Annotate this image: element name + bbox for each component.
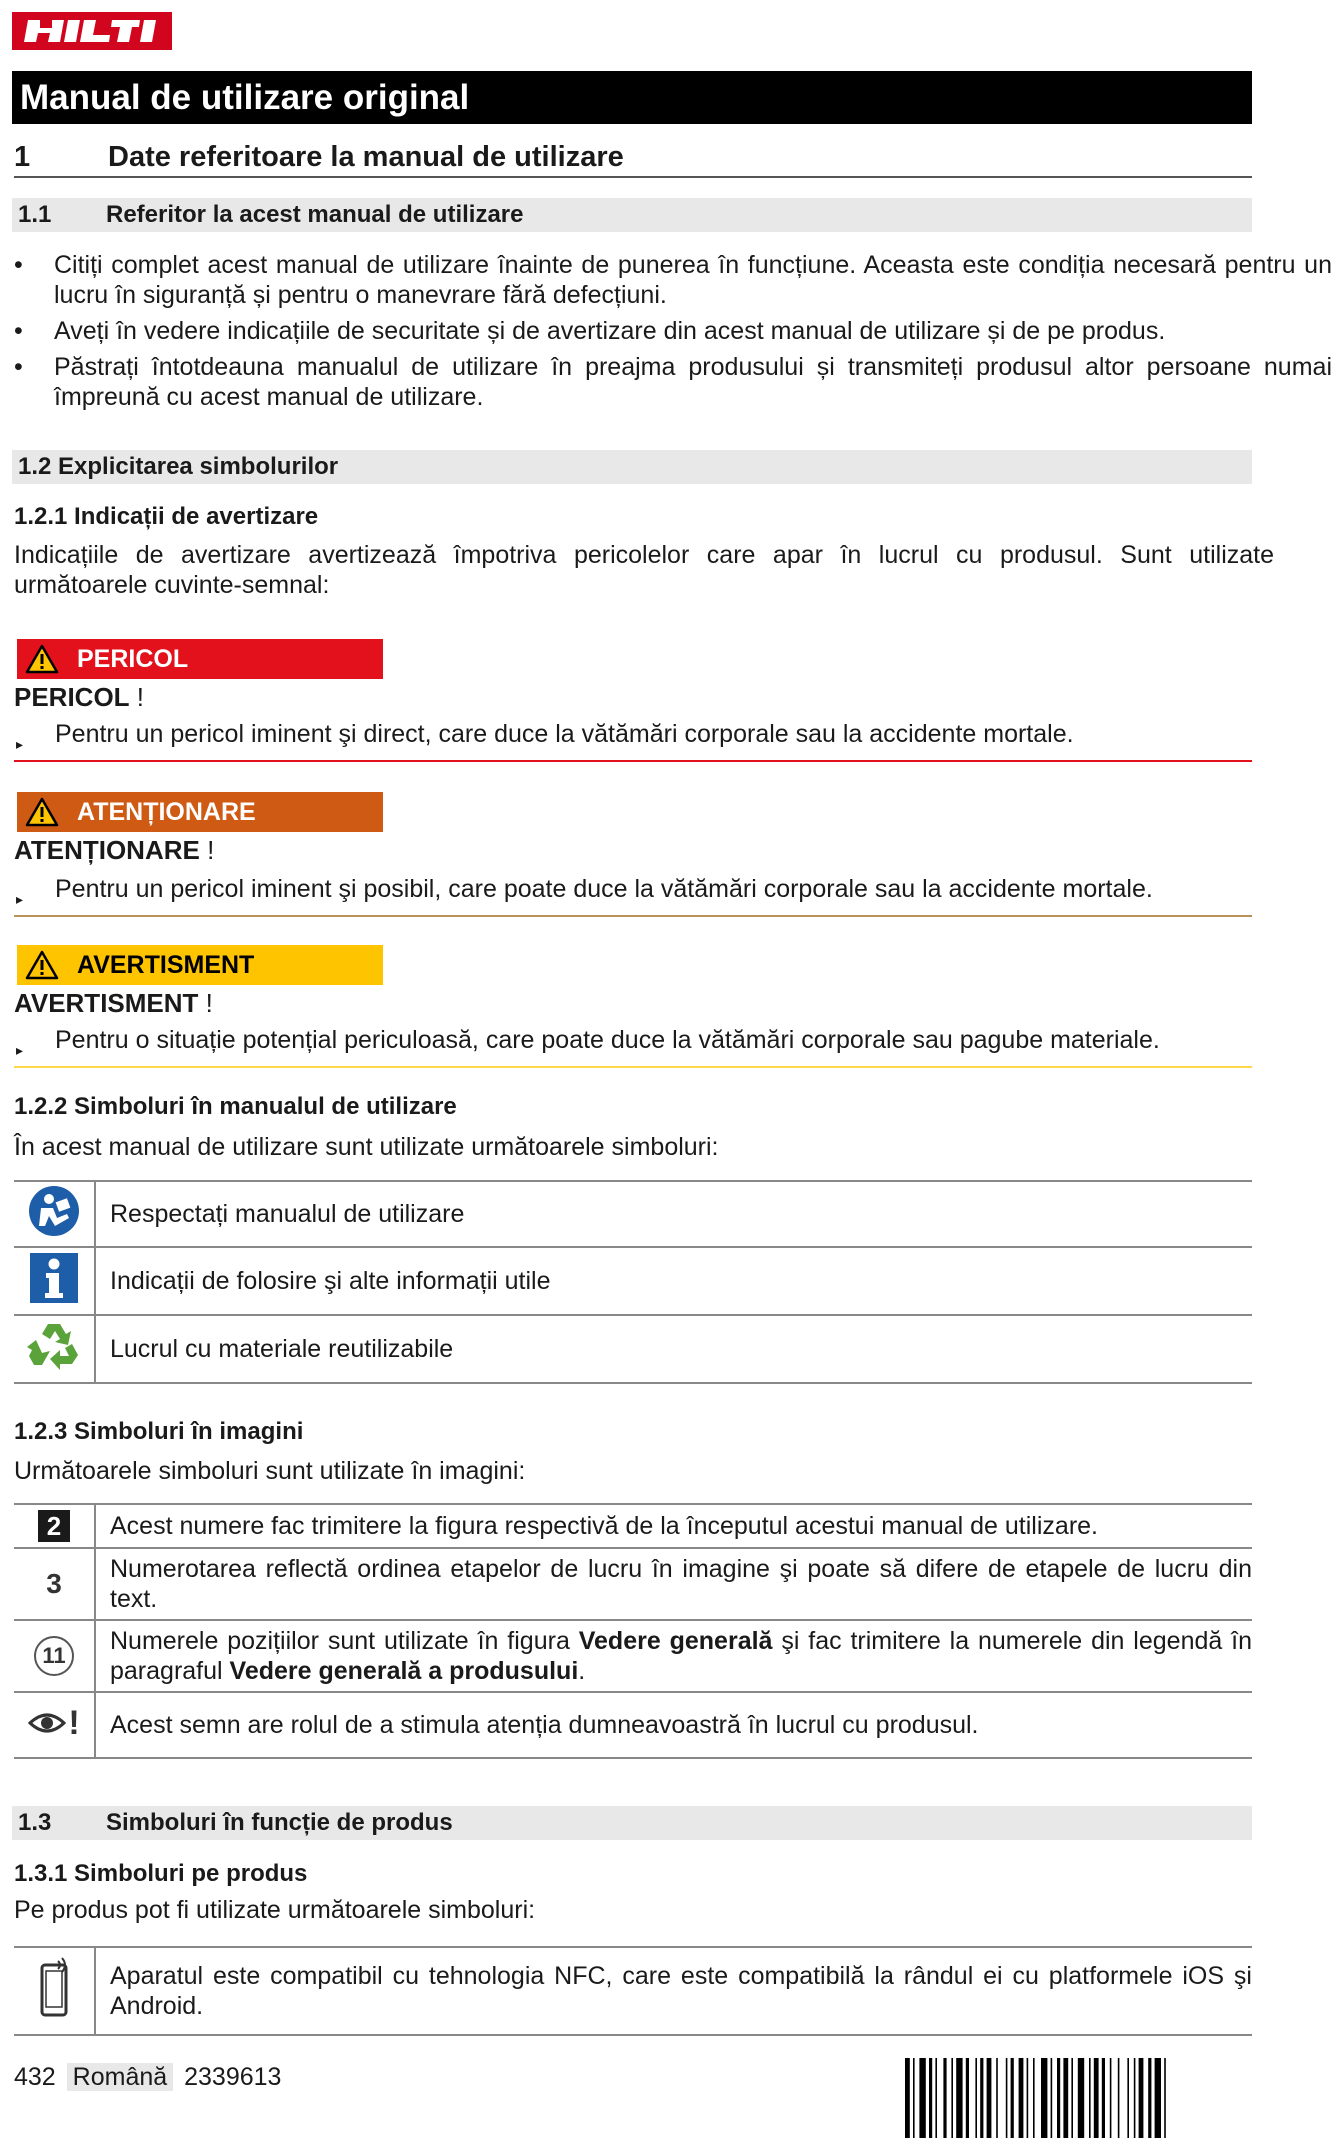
warning-triangle-icon: [25, 950, 59, 980]
signal-exclaim: !: [198, 988, 213, 1018]
step-number-icon: [46, 1569, 62, 1599]
table-row: [14, 1620, 1252, 1692]
arrow-marker: ▸: [16, 1042, 24, 1058]
hilti-logo-mark: [22, 18, 162, 44]
barcode-bar: [966, 2058, 969, 2138]
footer-language: Română: [67, 2063, 174, 2091]
position-number-label: 11: [42, 1643, 66, 1668]
danger-badge: [17, 639, 383, 679]
symbol-description: Indicații de folosire şi alte informații utile: [95, 1247, 1252, 1315]
arrow-marker: ▸: [16, 736, 24, 752]
barcode-bar: [935, 2058, 937, 2138]
page-number: 432: [14, 2063, 56, 2091]
symbol-cell: [14, 1692, 95, 1758]
figure-number-icon: [38, 1510, 70, 1542]
barcode-bar: [1071, 2058, 1073, 2138]
document-title: Manual de utilizare original: [12, 71, 1252, 124]
signal-word: ATENȚIONARE: [14, 835, 200, 865]
section-1-2-1-heading: 1.2.1 Indicații de avertizare: [14, 503, 319, 530]
bullet-marker: •: [14, 251, 23, 279]
badge-label: PERICOL: [77, 644, 189, 673]
symbol-description: Aparatul este compatibil cu tehnologia NFC, care este compatibilă la rândul ei cu platformele iOS şi Android.: [95, 1947, 1252, 2035]
section-1-2-heading: [12, 450, 1252, 484]
barcode-bar: [1134, 2058, 1136, 2138]
danger-signal-word: [14, 682, 144, 713]
barcode-bar: [951, 2058, 953, 2138]
barcode-bar: [1051, 2058, 1053, 2138]
barcode-bar: [1094, 2058, 1099, 2138]
product-symbols-table: [14, 1946, 1252, 2036]
figure-number-label: 2: [46, 1511, 62, 1541]
bold-reference: Vedere generală: [578, 1627, 773, 1655]
signal-word: AVERTISMENT: [14, 988, 199, 1018]
signal-exclaim: !: [199, 835, 215, 865]
attention-eye-icon: [28, 1704, 80, 1742]
warning-badge: [17, 945, 383, 985]
barcode: [905, 2058, 1245, 2138]
barcode-bar: [1063, 2058, 1068, 2138]
danger-description: [14, 718, 1252, 762]
barcode-bar: [1033, 2058, 1035, 2138]
barcode-bar: [1139, 2058, 1144, 2138]
read-manual-icon: [27, 1184, 81, 1238]
table-row: [14, 1315, 1252, 1383]
section-1-2-2-heading: 1.2.2 Simboluri în manualul de utilizare: [14, 1093, 457, 1120]
symbol-cell: [14, 1620, 95, 1692]
list-item-text: Aveți în vedere indicațiile de securitate și de avertizare din acest manual de utilizare și de pe produs.: [54, 317, 1166, 345]
table-row: [14, 1548, 1252, 1620]
text-segment: .: [578, 1657, 586, 1685]
barcode-bar: [987, 2058, 992, 2138]
table-row: [14, 1692, 1252, 1758]
section-title: 1.2 Explicitarea simbolurilor: [18, 453, 339, 480]
barcode-bar: [1011, 2058, 1014, 2138]
exclamation-mark: !: [68, 1704, 80, 1742]
list-item-text: Păstrați întotdeauna manualul de utilizare în preajma produsului și transmiteți produsul altor persoane numai împreună cu acest manual de utilizare.: [54, 353, 1332, 411]
bullet-marker: •: [14, 317, 23, 345]
signal-word: PERICOL: [14, 682, 130, 712]
barcode-bar: [1057, 2058, 1060, 2138]
barcode-bar: [1110, 2058, 1112, 2138]
barcode-bar: [943, 2058, 946, 2138]
bold-reference: Vedere generală a produsului: [229, 1657, 579, 1685]
badge-label: AVERTISMENT: [77, 950, 255, 979]
page-footer: [14, 2063, 281, 2092]
section-1-3-1-heading: 1.3.1 Simboluri pe produs: [14, 1860, 308, 1887]
manual-symbols-intro: În acest manual de utilizare sunt utilizate următoarele simboluri:: [14, 1133, 719, 1161]
symbol-cell: [14, 1947, 95, 2035]
table-row: [14, 1947, 1252, 2035]
caution-badge: [17, 792, 383, 832]
symbol-cell: [14, 1315, 95, 1383]
section-1-1-heading: [12, 198, 1252, 232]
symbol-description: Numerotarea reflectă ordinea etapelor de lucru în imagine şi poate să difere de etapele de lucru din text.: [95, 1548, 1252, 1620]
symbol-description: [95, 1620, 1252, 1692]
info-icon: [28, 1251, 80, 1305]
section-1-2-3-heading: 1.2.3 Simboluri în imagini: [14, 1418, 304, 1445]
image-symbols-intro: Următoarele simboluri sunt utilizate în imagini:: [14, 1457, 526, 1485]
barcode-bar: [1127, 2058, 1129, 2138]
warning-text: Pentru un pericol iminent şi posibil, care poate duce la vătămări corporale sau la accidente mortale.: [55, 875, 1153, 903]
barcode-bar: [1006, 2058, 1008, 2138]
image-symbols-table: [14, 1503, 1252, 1759]
barcode-bar: [996, 2058, 998, 2138]
symbol-cell: [14, 1247, 95, 1315]
barcode-bar: [913, 2058, 915, 2138]
list-item-text: Citiți complet acest manual de utilizare înainte de punerea în funcțiune. Aceasta este condiția necesară pentru un lucru în siguranță și pentru o manevrare fără defecțiuni.: [54, 251, 1332, 309]
barcode-bar: [1041, 2058, 1047, 2138]
symbol-cell: [14, 1181, 95, 1247]
symbol-description: Lucrul cu materiale reutilizabile: [95, 1315, 1252, 1383]
caution-description: [14, 873, 1252, 917]
list-item: [14, 250, 1332, 310]
arrow-marker: ▸: [16, 891, 24, 907]
warning-triangle-icon: [25, 797, 59, 827]
warning-description: [14, 1024, 1252, 1068]
warnings-intro: Indicațiile de avertizare avertizează împotriva pericolelor care apar în lucrul cu produsul. Sunt utilizate următoarele cuvinte-semnal:: [14, 541, 1274, 599]
barcode-bar: [1164, 2058, 1166, 2138]
barcode-bar: [905, 2058, 910, 2138]
barcode-bar: [1102, 2058, 1105, 2138]
section-number: 1.3: [18, 1809, 52, 1836]
section-title: Date referitoare la manual de utilizare: [108, 141, 624, 173]
warning-signal-word: [14, 988, 213, 1019]
barcode-bar: [1148, 2058, 1151, 2138]
text-segment: şi fac trimitere la numerele din legendă în paragraful: [110, 1627, 1253, 1685]
section-title: Simboluri în funcție de produs: [106, 1809, 453, 1836]
symbol-description: Acest numere fac trimitere la figura respectivă de la începutul acestui manual de utilizare.: [95, 1504, 1252, 1548]
barcode-bar: [1155, 2058, 1161, 2138]
table-row: [14, 1504, 1252, 1548]
symbol-description: Respectați manualul de utilizare: [95, 1181, 1252, 1247]
badge-label: ATENȚIONARE: [77, 797, 256, 826]
document-number: 2339613: [184, 2063, 282, 2091]
barcode-bar: [1118, 2058, 1120, 2138]
barcode-image: [905, 2058, 1245, 2138]
barcode-bar: [919, 2058, 925, 2138]
table-row: [14, 1247, 1252, 1315]
position-number-icon: [34, 1636, 74, 1676]
warning-triangle-icon: [25, 644, 59, 674]
product-symbols-intro: Pe produs pot fi utilizate următoarele simboluri:: [14, 1896, 536, 1924]
section-1-3-heading: [12, 1806, 1252, 1840]
bullet-marker: •: [14, 353, 23, 381]
section-1-heading: [14, 138, 1252, 178]
barcode-bar: [975, 2058, 977, 2138]
section-title: Referitor la acest manual de utilizare: [106, 201, 524, 228]
recycle-icon: [26, 1318, 82, 1374]
symbol-cell: [14, 1548, 95, 1620]
barcode-bar: [980, 2058, 983, 2138]
eye-icon: [28, 1711, 66, 1735]
section-number: 1.1: [18, 201, 52, 228]
barcode-bar: [1078, 2058, 1084, 2138]
list-item: [14, 316, 1332, 346]
symbol-description: Acest semn are rolul de a stimula atenția dumneavoastră în lucrul cu produsul.: [95, 1692, 1252, 1758]
barcode-bar: [1027, 2058, 1029, 2138]
warning-text: Pentru un pericol iminent şi direct, care duce la vătămări corporale sau la accidente mortale.: [55, 720, 1074, 748]
signal-exclaim: !: [129, 682, 145, 712]
caution-signal-word: [14, 835, 214, 866]
section-number: 1: [14, 141, 31, 173]
symbol-cell: [14, 1504, 95, 1548]
table-row: [14, 1181, 1252, 1247]
manual-symbols-table: [14, 1180, 1252, 1384]
step-number-label: 3: [46, 1567, 62, 1599]
reading-instructions-list: [14, 250, 1332, 418]
barcode-bar: [1019, 2058, 1024, 2138]
barcode-bar: [929, 2058, 932, 2138]
warning-text: Pentru o situație potențial periculoasă, care poate duce la vătămări corporale sau pagube materiale.: [55, 1026, 1160, 1054]
barcode-bar: [1089, 2058, 1091, 2138]
text-segment: Numerele pozițiilor sunt utilizate în figura: [110, 1627, 579, 1655]
hilti-logo: [12, 12, 172, 50]
barcode-bar: [956, 2058, 962, 2138]
list-item: [14, 352, 1332, 412]
nfc-phone-icon: [32, 1957, 76, 2019]
